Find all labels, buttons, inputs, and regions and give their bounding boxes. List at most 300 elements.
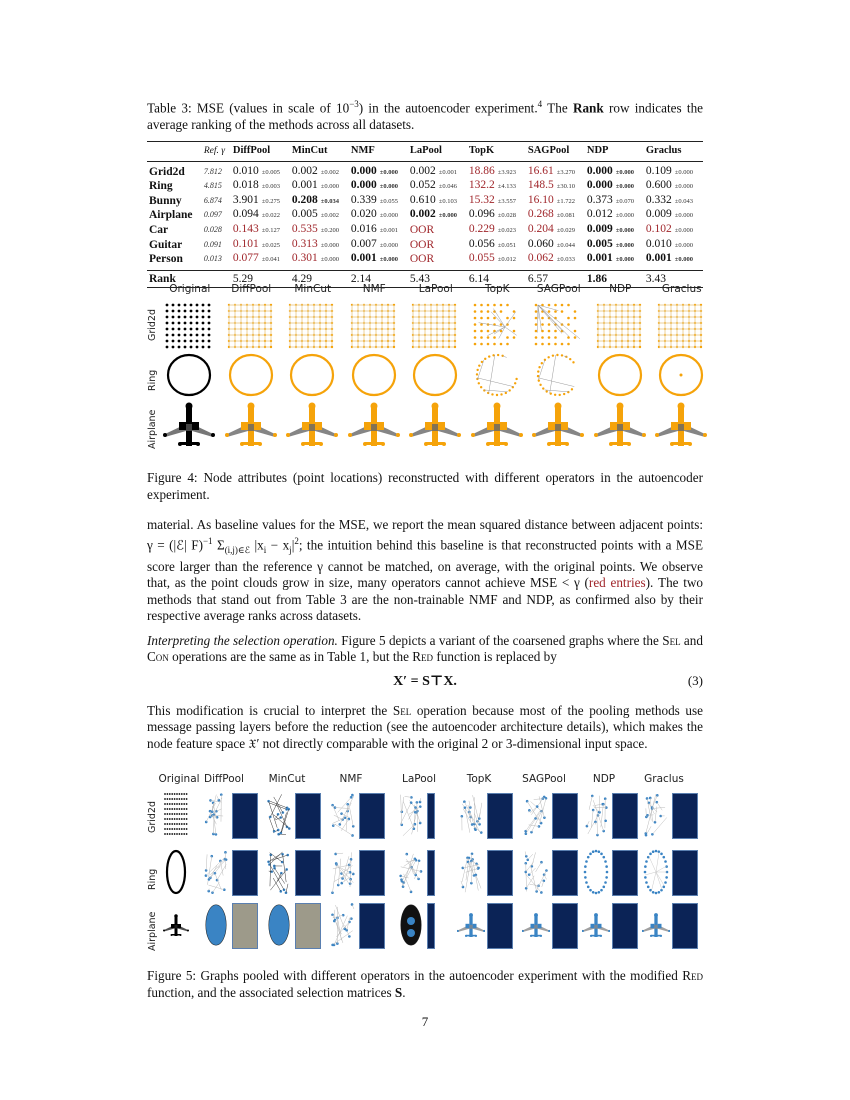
figure4-column-header: Graclus xyxy=(661,283,702,295)
mse-cell xyxy=(467,194,526,209)
mse-cell xyxy=(231,252,290,270)
selection-matrix xyxy=(552,793,578,839)
figure5-graph-diffpool-ring xyxy=(202,848,230,901)
mse-cell xyxy=(231,194,290,209)
mse-value: 0.020 xyxy=(350,208,377,221)
mse-cell xyxy=(526,194,585,209)
dataset-name: Person xyxy=(149,253,183,266)
mse-std: ±0.005 xyxy=(261,168,280,176)
mse-value: 0.208 xyxy=(291,193,318,206)
figure4-column-header: NMF xyxy=(362,283,386,295)
figure4-plot-diffpool-airplane xyxy=(225,401,277,454)
figure5-graph-nmf-ring xyxy=(329,848,357,901)
figure5-column-header: LaPool xyxy=(401,773,436,785)
mse-value: 0.143 xyxy=(232,222,259,235)
selection-matrix xyxy=(487,850,513,896)
figure5-row-label: Grid2d xyxy=(147,800,158,833)
selection-matrix xyxy=(487,903,513,949)
figure4-plot-lapool-ring xyxy=(409,351,461,404)
paragraph-selection: Interpreting the selection operation. Figure 5 depicts a variant of the coarsened graphs where the Sel and Con operations are the same as in Table 1, but the Red function is replaced by xyxy=(147,633,703,665)
mse-cell xyxy=(408,252,467,270)
figure4-plot-nmf-airplane xyxy=(348,401,400,454)
mse-value: 0.000 xyxy=(586,164,613,177)
selection-matrix xyxy=(612,903,638,949)
figure5-graph-mincut-grid2d xyxy=(265,791,293,844)
figure4-plot-lapool-grid2d xyxy=(409,301,461,354)
mse-value: 0.005 xyxy=(586,237,613,250)
figure4-plot-topk-airplane xyxy=(471,401,523,454)
mse-std: ±0.000 xyxy=(615,212,634,220)
figure4-plot-mincut-grid2d xyxy=(286,301,338,354)
mse-cell xyxy=(467,252,526,270)
mse-std: ±0.023 xyxy=(497,226,516,234)
mse-cell xyxy=(585,223,644,238)
selection-matrix xyxy=(295,850,321,896)
figure4 xyxy=(147,283,703,453)
mse-value: 0.102 xyxy=(645,222,672,235)
mse-std: ±0.000 xyxy=(379,168,398,176)
figure5-column-header: Graclus xyxy=(644,773,684,785)
page-number: 7 xyxy=(421,1014,429,1029)
column-header xyxy=(147,142,202,162)
table-row xyxy=(147,179,703,194)
mse-cell xyxy=(231,238,290,253)
selection-matrix xyxy=(295,903,321,949)
mse-std: ±0.000 xyxy=(320,241,339,249)
figure5-graph-mincut-airplane xyxy=(265,901,293,954)
mse-cell xyxy=(644,208,703,223)
ref-gamma: 7.812 xyxy=(203,166,222,176)
column-header: NMF xyxy=(350,145,375,156)
mse-std: ±0.000 xyxy=(379,256,398,264)
figure4-plot-ndp-airplane xyxy=(594,401,646,454)
mse-value: 3.901 xyxy=(232,193,259,206)
mse-value: 0.000 xyxy=(350,179,377,192)
rank-value: 4.29 xyxy=(291,272,312,285)
mse-std: ±0.000 xyxy=(615,183,634,191)
mse-std: ±0.000 xyxy=(379,212,398,220)
mse-value: 0.010 xyxy=(232,164,259,177)
column-header: NDP xyxy=(586,145,609,156)
figure5-original-grid2d xyxy=(163,791,189,844)
mse-cell xyxy=(290,161,349,179)
figure4-row-label: Ring xyxy=(147,369,158,391)
mse-std: ±3.270 xyxy=(556,168,575,176)
mse-value: 0.009 xyxy=(586,222,613,235)
selection-matrix xyxy=(232,850,258,896)
figure5-graph-nmf-airplane xyxy=(329,901,357,954)
mse-std: ±0.025 xyxy=(261,241,280,249)
figure5-column-header: Original xyxy=(158,773,200,785)
rank-value: 2.14 xyxy=(350,272,371,285)
selection-matrix xyxy=(427,793,435,839)
mse-std: ±0.034 xyxy=(320,197,339,205)
mse-std: ±0.000 xyxy=(615,226,634,234)
selection-matrix xyxy=(427,850,435,896)
figure4-row-label: Grid2d xyxy=(147,308,158,341)
mse-value: 0.535 xyxy=(291,222,318,235)
mse-std: ±0.022 xyxy=(261,212,280,220)
table-row xyxy=(147,194,703,209)
mse-std: ±0.000 xyxy=(674,168,693,176)
mse-cell xyxy=(644,161,703,179)
figure5-graph-ndp-airplane xyxy=(582,901,610,954)
mse-value: 0.005 xyxy=(291,208,318,221)
mse-value: 15.32 xyxy=(468,193,495,206)
mse-cell xyxy=(349,238,408,253)
mse-std: ±0.000 xyxy=(320,256,339,264)
table-row xyxy=(147,252,703,270)
figure4-plot-topk-ring xyxy=(471,351,523,404)
selection-matrix xyxy=(427,903,435,949)
mse-cell xyxy=(231,161,290,179)
ref-gamma: 6.874 xyxy=(203,195,222,205)
mse-value: 0.101 xyxy=(232,237,259,250)
mse-cell xyxy=(526,208,585,223)
mse-value: 0.094 xyxy=(232,208,259,221)
mse-value: 0.052 xyxy=(409,179,436,192)
selection-matrix xyxy=(359,903,385,949)
mse-value: 0.109 xyxy=(645,164,672,177)
mse-value: 0.002 xyxy=(409,164,436,177)
mse-value: 0.339 xyxy=(350,193,377,206)
mse-value: 0.016 xyxy=(350,222,377,235)
mse-std: ±0.044 xyxy=(556,241,575,249)
mse-cell xyxy=(408,208,467,223)
figure5-row-label: Airplane xyxy=(147,911,158,951)
mse-cell xyxy=(526,179,585,194)
figure5-row-label: Ring xyxy=(147,868,158,890)
figure5-column-header: TopK xyxy=(466,773,492,785)
mse-std: ±0.000 xyxy=(320,183,339,191)
mse-value: 16.10 xyxy=(527,193,554,206)
mse-value: 0.009 xyxy=(645,208,672,221)
column-header: DiffPool xyxy=(232,145,271,156)
figure5-column-header: MinCut xyxy=(268,773,306,785)
mse-cell xyxy=(467,161,526,179)
mse-cell xyxy=(585,161,644,179)
dataset-name: Bunny xyxy=(149,194,182,207)
selection-matrix xyxy=(552,850,578,896)
mse-value: 0.000 xyxy=(350,164,377,177)
figure4-plot-original-grid2d xyxy=(163,301,215,354)
table-row xyxy=(147,238,703,253)
rank-value: 3.43 xyxy=(645,272,666,285)
mse-cell xyxy=(349,208,408,223)
mse-value: 0.096 xyxy=(468,208,495,221)
mse-std: ±0.051 xyxy=(497,241,516,249)
mse-value: 0.002 xyxy=(409,208,436,221)
mse-cell xyxy=(408,223,467,238)
figure4-plot-original-airplane xyxy=(163,401,215,454)
mse-cell xyxy=(585,179,644,194)
ref-gamma: 0.097 xyxy=(203,210,222,220)
mse-value: OOR xyxy=(409,223,435,236)
selection-matrix xyxy=(612,850,638,896)
mse-std: ±0.103 xyxy=(438,197,457,205)
mse-value: OOR xyxy=(409,253,435,266)
mse-std: ±0.001 xyxy=(438,168,457,176)
mse-value: 0.010 xyxy=(645,237,672,250)
mse-std: ±0.002 xyxy=(320,168,339,176)
dataset-name: Airplane xyxy=(149,209,193,222)
figure4-column-header: Original xyxy=(169,283,211,295)
column-header: SAGPool xyxy=(527,145,570,156)
mse-std: ±0.000 xyxy=(674,212,693,220)
figure5-graph-graclus-airplane xyxy=(642,901,670,954)
mse-cell xyxy=(526,252,585,270)
mse-std: ±1.722 xyxy=(556,197,575,205)
rank-label: Rank xyxy=(149,272,176,285)
mse-value: 0.000 xyxy=(586,179,613,192)
paragraph-mse-baseline: material. As baseline values for the MSE, we report the mean squared distance between adjacent points: γ = (|ℰ| F)$^{-1}$ $\Sigma_{(i,j)\in ℰ}$ $|x_i - x_j|^2$; the intuition behind this baseline is that reconstructed points with a MSE score larger than the reference γ cannot be matched, on average, with the original points. We observe that, as the point clouds grow in size, many operators cannot achieve MSE < γ (red entries). The two methods that stand out from Table 3 are the non-trainable NMF and NDP, as confirmed also by their respective average ranks across datasets. xyxy=(147,517,704,624)
red-entries-link[interactable]: red entries xyxy=(588,575,646,591)
mse-cell xyxy=(290,223,349,238)
ref-gamma: 0.028 xyxy=(203,224,222,234)
figure5-graph-ndp-grid2d xyxy=(582,791,610,844)
mse-std: ±0.043 xyxy=(674,197,693,205)
mse-cell xyxy=(349,179,408,194)
table-row xyxy=(147,161,703,179)
mse-std: ±3.557 xyxy=(497,197,516,205)
mse-std: ±0.041 xyxy=(261,256,280,264)
mse-value: 0.055 xyxy=(468,252,495,265)
figure5-graph-nmf-grid2d xyxy=(329,791,357,844)
mse-cell xyxy=(290,208,349,223)
selection-matrix xyxy=(295,793,321,839)
selection-matrix xyxy=(487,793,513,839)
figure5-original-airplane xyxy=(163,901,189,954)
figure4-column-header: SAGPool xyxy=(536,283,581,295)
mse-cell xyxy=(644,223,703,238)
table3-caption: Table 3: MSE (values in scale of $10^{-3}$) in the autoencoder experiment.$^4$ The Rank row indicates the average ranking of the methods across all datasets. xyxy=(147,99,704,132)
mse-cell xyxy=(585,208,644,223)
mse-cell xyxy=(290,252,349,270)
figure4-column-header: NDP xyxy=(609,283,632,295)
mse-std: ±0.000 xyxy=(615,241,634,249)
figure5 xyxy=(147,773,703,958)
figure5-graph-topk-ring xyxy=(457,848,485,901)
mse-value: 0.610 xyxy=(409,193,436,206)
mse-cell xyxy=(467,223,526,238)
mse-value: 0.007 xyxy=(350,237,377,250)
mse-std: ±0.127 xyxy=(261,226,280,234)
figure5-graph-ndp-ring xyxy=(582,848,610,901)
mse-std: ±0.055 xyxy=(379,197,398,205)
column-header: MinCut xyxy=(291,145,328,156)
figure4-plot-topk-grid2d xyxy=(471,301,523,354)
mse-value: 0.056 xyxy=(468,237,495,250)
selection-matrix xyxy=(612,793,638,839)
figure5-graph-diffpool-grid2d xyxy=(202,791,230,844)
mse-std: ±0.012 xyxy=(497,256,516,264)
mse-value: 0.229 xyxy=(468,222,495,235)
mse-cell xyxy=(231,208,290,223)
figure4-plot-sagpool-ring xyxy=(532,351,584,404)
mse-value: 0.204 xyxy=(527,222,554,235)
mse-value: 0.301 xyxy=(291,252,318,265)
mse-cell xyxy=(585,238,644,253)
table-header-row xyxy=(147,142,703,162)
mse-cell xyxy=(290,238,349,253)
figure5-column-header: DiffPool xyxy=(204,773,244,785)
dataset-name: Car xyxy=(149,223,169,236)
mse-cell xyxy=(231,179,290,194)
mse-std: ±4.133 xyxy=(497,183,516,191)
rank-value: 6.57 xyxy=(527,272,548,285)
figure4-row-label: Airplane xyxy=(147,409,158,449)
mse-value: 16.61 xyxy=(527,164,554,177)
mse-cell xyxy=(585,252,644,270)
figure5-graph-mincut-ring xyxy=(265,848,293,901)
dataset-name: Ring xyxy=(149,180,173,193)
selection-matrix xyxy=(232,793,258,839)
ref-gamma: 4.815 xyxy=(203,181,222,191)
selection-matrix xyxy=(359,850,385,896)
mse-value: 0.001 xyxy=(350,252,377,265)
figure4-plot-ndp-ring xyxy=(594,351,646,404)
mse-cell xyxy=(349,223,408,238)
mse-cell xyxy=(231,223,290,238)
selection-matrix xyxy=(359,793,385,839)
figure5-graph-lapool-grid2d xyxy=(397,791,425,844)
mse-cell xyxy=(408,161,467,179)
rank-value: 1.86 xyxy=(586,272,607,285)
mse-std: ±0.081 xyxy=(556,212,575,220)
mse-cell xyxy=(408,238,467,253)
figure5-column-header: SAGPool xyxy=(522,773,566,785)
selection-matrix xyxy=(672,850,698,896)
mse-value: OOR xyxy=(409,238,435,251)
mse-value: 0.313 xyxy=(291,237,318,250)
mse-std: ±0.070 xyxy=(615,197,634,205)
mse-value: 18.86 xyxy=(468,164,495,177)
figure4-plot-nmf-grid2d xyxy=(348,301,400,354)
figure4-plot-sagpool-grid2d xyxy=(532,301,584,354)
mse-value: 0.062 xyxy=(527,252,554,265)
figure5-column-header: NMF xyxy=(339,773,363,785)
figure4-plot-diffpool-grid2d xyxy=(225,301,277,354)
paper-page: Table 3: MSE (values in scale of $10^{-3}$) in the autoencoder experiment.$^4$ The Rank row indicates the average ranking of the methods across all datasets. Ref. γ DiffPool MinCut NMF LaPool TopK SAGPool NDP Graclus Grid2d 7.812 0.010 ±0.005 0.002 ±0.002 0.000 ±0.000 0.002 ±0.001 18.86 ±3.923 16.61 ±3.270 0.000 ±0.000 0.109 ±0.000 Ring 4.815 0.018 ±0.003 0.001 ±0.000 0.000 ±0.000 0.052 ±0.046 132.2 ±4.133 148.5 ±30.10 0.000 ±0.000 0.600 ±0.000 Bunny 6.874 3.901 ±0.275 0.208 ±0.034 0.339 ±0.055 0.610 ±0.103 15.32 ±3.557 16.10 ±1.722 0.373 ±0.070 0.332 ±0.043 Airplane 0.097 0.094 ±0.022 0.005 ±0.002 0.020 ±0.000 0.002 ±0.000 0.096 ±0.028 0.268 ±0.081 0.012 ±0.000 0.009 ±0.000 Car 0.028 0.143 ±0.127 0.535 ±0.200 0.016 ±0.001 OOR 0.229 ±0.023 0.204 ±0.029 0.009 ±0.000 0.102 ±0.000 Guitar 0.091 0.101 ±0.025 0.313 ±0.000 0.007 ±0.000 OOR 0.056 ±0.051 0.060 ±0.044 0.005 ±0.000 0.010 ±0.000 Person 0.013 0.077 ±0.041 0.301 ±0.000 0.001 ±0.000 OOR 0.055 ±0.012 0.062 ±0.033 0.001 ±0.000 0.001 ±0.000 Rank 5.29 4.29 2.14 5.43 6.14 6.57 1.86 3.43 Original DiffPool MinCut NMF LaPool TopK SAGPool NDP Graclus Grid2d Ring Airplane Figure 4: Node attributes (point locations) reconstructed with different operators in the autoencoder experiment. material. As baseline values for the MSE, we report the mean squared distance between adjacent points: γ = (|ℰ| F)$^{-1}$ $\Sigma_{(i,j)\in ℰ}$ $|x_i - x_j|^2$; the intuition behind this baseline is that reconstructed points with a MSE score larger than the reference γ cannot be matched, on average, with the original points. We observe that, as the point clouds grow in size, many operators cannot achieve MSE < γ (red entries). The two methods that stand out from Table 3 are the non-trainable NMF and NDP, as confirmed also by their respective average ranks across datasets. Interpreting the selection operation. Figure 5 depicts a variant of the coarsened graphs where the Sel and Con operations are the same as in Table 1, but the Red function is replaced by X′ = S⊤X. (3) This modification is crucial to interpret the Sel operation because most of the pooling methods use message passing layers before the reduction (see the autoencoder architecture details), which makes the node feature space 𝔛′ not directly comparable with the original 2 or 3-dimensional input space. Original DiffPool MinCut NMF LaPool TopK SAGPool NDP Graclus Grid2d Ring Airplane Figure 5: Graphs pooled with different operators in the autoencoder experiment with the modified Red function, and the associated selection matrices S. 7 xyxy=(0,0,850,1100)
figure5-graph-lapool-airplane xyxy=(397,901,425,954)
mse-cell xyxy=(644,238,703,253)
mse-std: ±0.000 xyxy=(674,241,693,249)
figure5-graph-sagpool-ring xyxy=(522,848,550,901)
rank-value: 5.29 xyxy=(232,272,253,285)
figure4-plot-mincut-ring xyxy=(286,351,338,404)
mse-std: ±0.000 xyxy=(615,256,634,264)
rank-value: 6.14 xyxy=(468,272,489,285)
mse-std: ±0.000 xyxy=(674,183,693,191)
mse-value: 0.600 xyxy=(645,179,672,192)
figure4-plot-graclus-ring xyxy=(655,351,707,404)
mse-cell xyxy=(526,161,585,179)
figure5-graph-diffpool-airplane xyxy=(202,901,230,954)
mse-cell xyxy=(408,194,467,209)
mse-value: 0.332 xyxy=(645,193,672,206)
mse-std: ±0.000 xyxy=(379,183,398,191)
column-header: LaPool xyxy=(409,145,442,156)
figure4-plot-nmf-ring xyxy=(348,351,400,404)
mse-cell xyxy=(349,161,408,179)
mse-cell xyxy=(467,238,526,253)
mse-cell xyxy=(644,252,703,270)
mse-std: ±0.002 xyxy=(320,212,339,220)
figure5-graph-topk-grid2d xyxy=(457,791,485,844)
mse-value: 0.001 xyxy=(645,252,672,265)
mse-std: ±0.000 xyxy=(674,256,693,264)
figure5-graph-sagpool-airplane xyxy=(522,901,550,954)
column-header: Ref. γ xyxy=(203,146,225,156)
figure5-column-header: NDP xyxy=(592,773,616,785)
mse-std: ±0.028 xyxy=(497,212,516,220)
mse-value: 0.373 xyxy=(586,193,613,206)
mse-std: ±0.000 xyxy=(615,168,634,176)
mse-std: ±0.200 xyxy=(320,226,339,234)
mse-value: 148.5 xyxy=(527,179,554,192)
mse-cell xyxy=(467,208,526,223)
figure4-plot-lapool-airplane xyxy=(409,401,461,454)
figure5-caption: Figure 5: Graphs pooled with different operators in the autoencoder experiment with the modified Red function, and the associated selection matrices S. xyxy=(147,968,703,1000)
figure4-plot-mincut-airplane xyxy=(286,401,338,454)
mse-value: 0.077 xyxy=(232,252,259,265)
figure4-plot-graclus-airplane xyxy=(655,401,707,454)
mse-value: 0.018 xyxy=(232,179,259,192)
paragraph-modification: This modification is crucial to interpret the Sel operation because most of the pooling methods use message passing layers before the reduction (see the autoencoder architecture details), which makes the node feature space 𝔛′ not directly comparable with the original 2 or 3-dimensional input space. xyxy=(147,703,704,751)
mse-cell xyxy=(408,179,467,194)
mse-cell xyxy=(644,194,703,209)
column-header: Graclus xyxy=(645,145,682,156)
mse-std: ±3.923 xyxy=(497,168,516,176)
figure4-column-header: DiffPool xyxy=(231,283,272,295)
figure4-plot-graclus-grid2d xyxy=(655,301,707,354)
mse-value: 0.002 xyxy=(291,164,318,177)
table-row xyxy=(147,208,703,223)
mse-std: ±0.000 xyxy=(379,241,398,249)
mse-std: ±0.046 xyxy=(438,183,457,191)
figure4-column-header: LaPool xyxy=(418,283,453,295)
table3 xyxy=(147,141,703,288)
mse-std: ±0.275 xyxy=(261,197,280,205)
table-row xyxy=(147,223,703,238)
mse-value: 0.268 xyxy=(527,208,554,221)
column-header: TopK xyxy=(468,145,495,156)
mse-value: 0.060 xyxy=(527,237,554,250)
mse-value: 0.001 xyxy=(586,252,613,265)
selection-matrix xyxy=(672,903,698,949)
mse-cell xyxy=(526,223,585,238)
mse-std: ±0.003 xyxy=(261,183,280,191)
ref-gamma: 0.013 xyxy=(203,254,222,264)
figure4-plot-diffpool-ring xyxy=(225,351,277,404)
figure5-graph-graclus-grid2d xyxy=(642,791,670,844)
mse-cell xyxy=(290,179,349,194)
mse-cell xyxy=(349,194,408,209)
selection-matrix xyxy=(672,793,698,839)
mse-std: ±30.10 xyxy=(556,183,575,191)
figure4-plot-sagpool-airplane xyxy=(532,401,584,454)
mse-cell xyxy=(467,179,526,194)
figure4-caption: Figure 4: Node attributes (point locations) reconstructed with different operators in the autoencoder experiment. xyxy=(147,470,703,502)
figure5-graph-topk-airplane xyxy=(457,901,485,954)
mse-std: ±0.033 xyxy=(556,256,575,264)
mse-cell xyxy=(526,238,585,253)
dataset-name: Guitar xyxy=(149,238,183,251)
mse-std: ±0.029 xyxy=(556,226,575,234)
mse-cell xyxy=(644,179,703,194)
mse-std: ±0.000 xyxy=(438,212,457,220)
figure5-graph-graclus-ring xyxy=(642,848,670,901)
